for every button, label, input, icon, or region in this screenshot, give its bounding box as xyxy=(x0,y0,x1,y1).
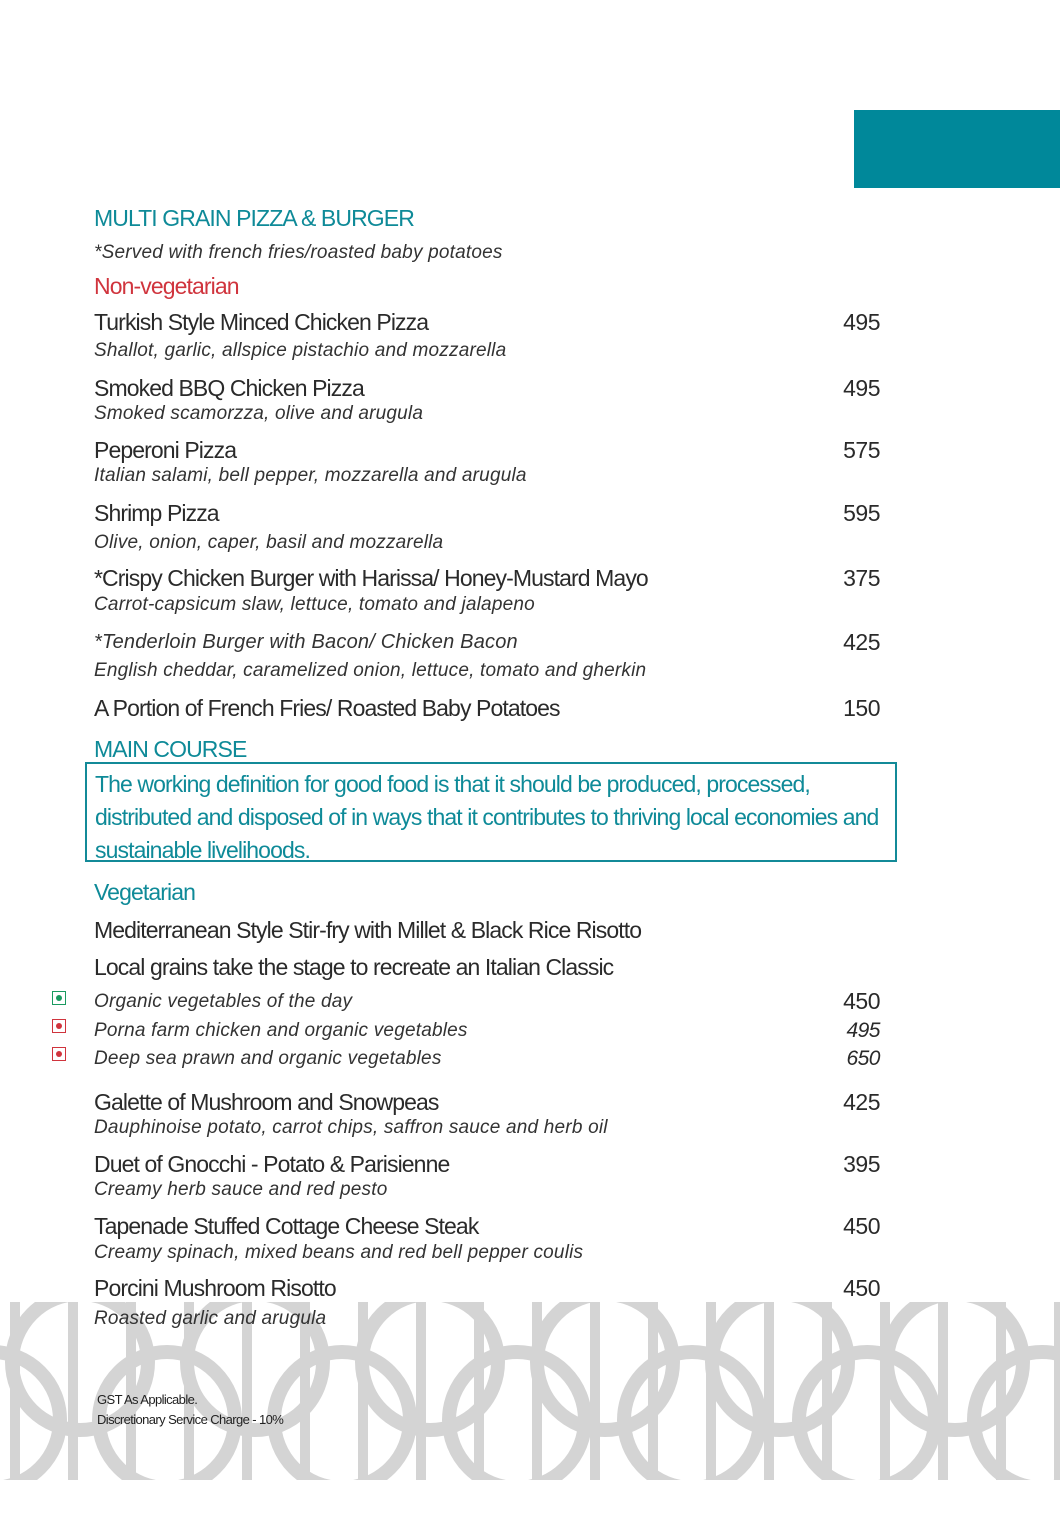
item-price: 375 xyxy=(843,565,880,591)
item-price: 575 xyxy=(843,437,880,463)
section-title-pizza-burger: MULTI GRAIN PIZZA & BURGER xyxy=(94,205,414,231)
option-name: Organic vegetables of the day xyxy=(94,991,353,1012)
service-charge-note: Discretionary Service Charge - 10% xyxy=(97,1412,284,1427)
item-desc: Smoked scamorzza, olive and arugula xyxy=(94,403,424,424)
item-price: 425 xyxy=(843,629,880,655)
item-name: Galette of Mushroom and Snowpeas xyxy=(94,1089,439,1115)
item-name: Duet of Gnocchi - Potato & Parisienne xyxy=(94,1151,450,1177)
veg-icon xyxy=(52,991,66,1005)
item-desc: Carrot-capsicum slaw, lettuce, tomato and jalapeno xyxy=(94,594,535,615)
item-desc: Shallot, garlic, allspice pistachio and mozzarella xyxy=(94,340,507,361)
item-desc: Dauphinoise potato, carrot chips, saffron sauce and herb oil xyxy=(94,1117,608,1138)
item-price: 450 xyxy=(843,1275,880,1301)
risotto-name: Mediterranean Style Stir-fry with Millet & Black Rice Risotto xyxy=(94,917,642,943)
item-desc: Italian salami, bell pepper, mozzarella and arugula xyxy=(94,465,527,486)
item-name: Tapenade Stuffed Cottage Cheese Steak xyxy=(94,1213,479,1239)
item-price: 595 xyxy=(843,500,880,526)
item-name: Peperoni Pizza xyxy=(94,437,237,463)
item-name: Porcini Mushroom Risotto xyxy=(94,1275,336,1301)
item-price: 495 xyxy=(843,309,880,335)
item-price: 395 xyxy=(843,1151,880,1177)
item-price: 150 xyxy=(843,695,880,721)
option-name: Deep sea prawn and organic vegetables xyxy=(94,1048,442,1069)
item-price: 425 xyxy=(843,1089,880,1115)
item-price: 450 xyxy=(843,1213,880,1239)
teal-header-block xyxy=(854,110,1060,188)
option-price: 495 xyxy=(846,1019,880,1042)
option-name: Porna farm chicken and organic vegetables xyxy=(94,1020,468,1041)
non-veg-icon xyxy=(52,1019,66,1033)
item-name: A Portion of French Fries/ Roasted Baby Potatoes xyxy=(94,695,560,721)
item-desc: English cheddar, caramelized onion, lettuce, tomato and gherkin xyxy=(94,660,647,681)
option-price: 650 xyxy=(846,1047,880,1070)
item-desc: Olive, onion, caper, basil and mozzarella xyxy=(94,532,444,553)
item-desc: Creamy spinach, mixed beans and red bell pepper coulis xyxy=(94,1242,584,1263)
item-name: Smoked BBQ Chicken Pizza xyxy=(94,375,364,401)
option-price: 450 xyxy=(843,988,880,1014)
section-note: *Served with french fries/roasted baby potatoes xyxy=(94,242,503,263)
item-price: 495 xyxy=(843,375,880,401)
item-name: *Tenderloin Burger with Bacon/ Chicken Bacon xyxy=(94,631,518,653)
section-title-main-course: MAIN COURSE xyxy=(94,736,247,762)
item-name: Shrimp Pizza xyxy=(94,500,219,526)
sustainability-statement: The working definition for good food is that it should be produced, processed, distributed and disposed of in ways that it contributes to thriving local economies and sustainable livelihoods. xyxy=(85,762,897,862)
gst-note: GST As Applicable. xyxy=(97,1392,198,1407)
risotto-tagline: Local grains take the stage to recreate an Italian Classic xyxy=(94,954,614,980)
item-name: *Crispy Chicken Burger with Harissa/ Honey-Mustard Mayo xyxy=(94,565,648,591)
item-desc: Creamy herb sauce and red pesto xyxy=(94,1179,388,1200)
item-desc: Roasted garlic and arugula xyxy=(94,1308,327,1329)
category-vegetarian: Vegetarian xyxy=(94,879,195,905)
item-name: Turkish Style Minced Chicken Pizza xyxy=(94,309,429,335)
category-non-vegetarian: Non-vegetarian xyxy=(94,273,239,299)
non-veg-icon xyxy=(52,1047,66,1061)
